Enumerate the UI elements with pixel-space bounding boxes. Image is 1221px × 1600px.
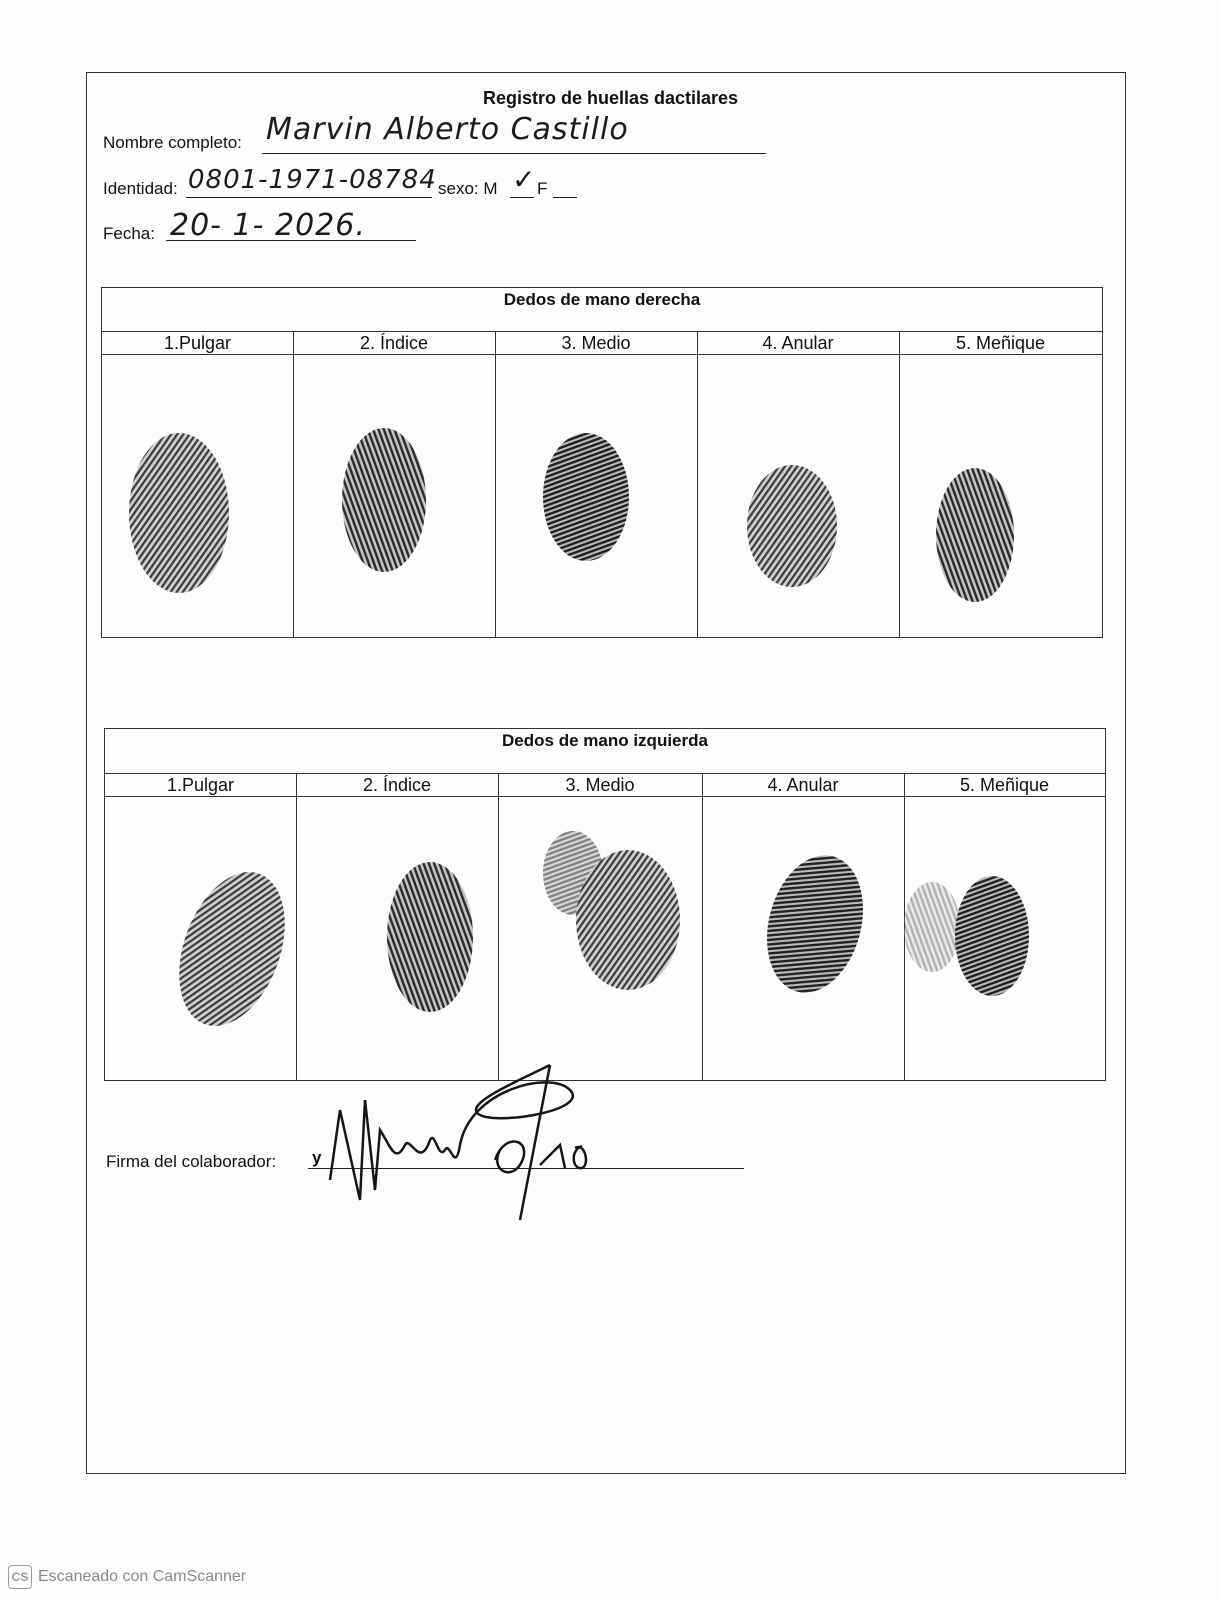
left-finger-label-index: 2. Índice [362, 775, 432, 795]
left-finger-label-middle: 3. Medio [565, 775, 635, 795]
left-title-divider [105, 773, 1105, 774]
name-label: Nombre completo: [103, 133, 242, 152]
right-finger-label-little: 5. Meñique [955, 333, 1046, 353]
sex-label: sexo: M [438, 179, 498, 198]
fingerprint-left-index [383, 858, 477, 1016]
left-col-divider [702, 773, 703, 1080]
right-hand-title: Dedos de mano derecha [503, 290, 701, 309]
left-hand-title: Dedos de mano izquierda [502, 731, 708, 750]
left-col-divider [498, 773, 499, 1080]
footer-text: Escaneado con CamScanner [38, 1568, 247, 1585]
fingerprint-left-ring [760, 850, 870, 998]
right-title-divider [102, 331, 1102, 332]
right-finger-label-ring: 4. Anular [762, 333, 834, 353]
fingerprint-right-middle [540, 430, 632, 565]
date-label: Fecha: [103, 224, 155, 243]
sex-check-mark: ✓ [512, 163, 537, 196]
right-col-divider [899, 331, 900, 637]
right-finger-label-thumb: 1.Pulgar [163, 333, 232, 353]
right-col-divider [697, 331, 698, 637]
right-col-divider [293, 331, 294, 637]
fingerprint-left-middle [538, 828, 688, 994]
handwritten-signature [320, 1050, 610, 1230]
date-underline [166, 240, 416, 241]
name-underline [262, 153, 766, 154]
date-value: 20- 1- 2026. [170, 208, 366, 243]
fingerprint-right-ring [744, 462, 840, 590]
id-value: 0801-1971-08784 [188, 165, 437, 195]
left-finger-label-thumb: 1.Pulgar [166, 775, 235, 795]
id-underline [186, 197, 432, 198]
signature-mark: y [312, 1148, 322, 1167]
right-finger-label-middle: 3. Medio [561, 333, 631, 353]
sex-f-underline [553, 197, 577, 198]
fingerprint-right-thumb [124, 430, 234, 600]
camscanner-logo-icon: CS [8, 1565, 32, 1589]
right-col-divider [495, 331, 496, 637]
name-value: Marvin Alberto Castillo [266, 112, 629, 147]
left-finger-label-ring: 4. Anular [767, 775, 839, 795]
fingerprint-right-little [932, 464, 1018, 606]
right-header-divider [102, 354, 1102, 355]
camscanner-footer [8, 1565, 246, 1589]
fingerprint-left-thumb [174, 864, 290, 1034]
fingerprint-right-index [338, 424, 430, 576]
left-header-divider [105, 796, 1105, 797]
sex-f-label: F [537, 179, 548, 198]
fingerprint-left-little [900, 872, 1035, 1002]
signature-label: Firma del colaborador: [106, 1152, 277, 1171]
sex-m-underline [510, 197, 534, 198]
left-col-divider [296, 773, 297, 1080]
left-finger-label-little: 5. Meñique [959, 775, 1050, 795]
id-label: Identidad: [103, 179, 178, 198]
form-title: Registro de huellas dactilares [482, 88, 739, 108]
right-finger-label-index: 2. Índice [359, 333, 429, 353]
